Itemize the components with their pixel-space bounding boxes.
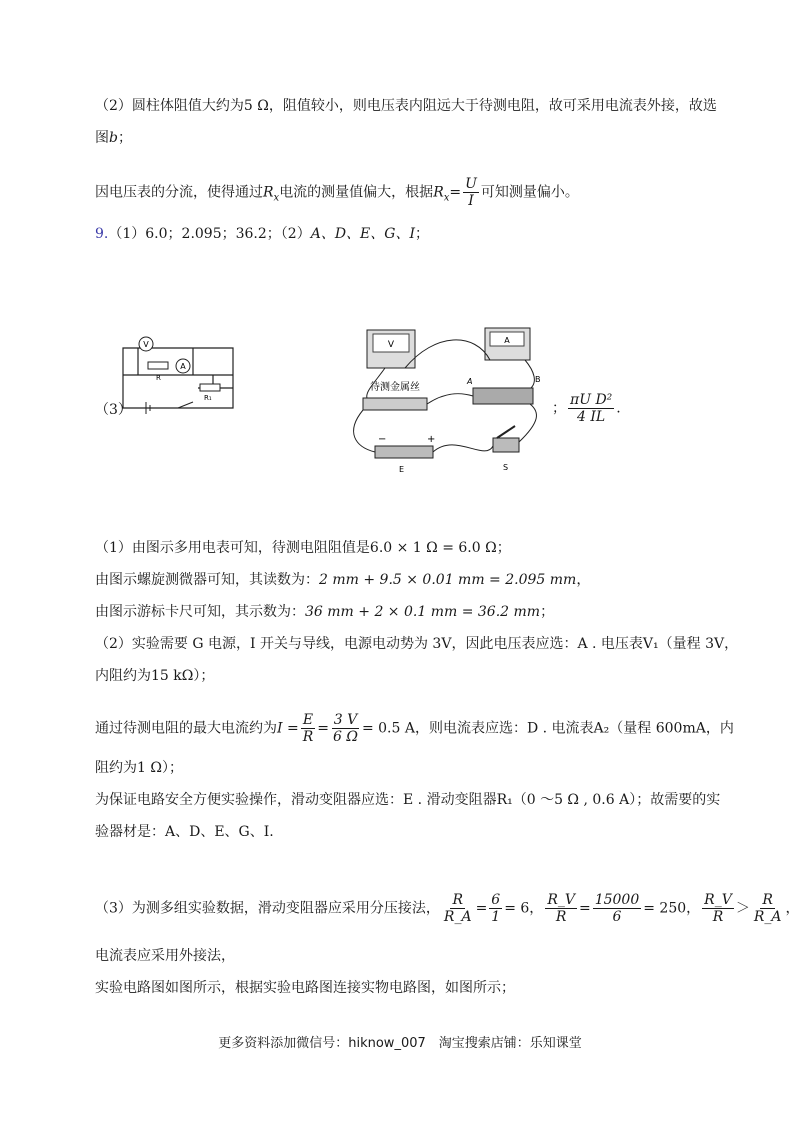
battery-device <box>375 434 435 474</box>
photo-label-s: S <box>503 463 509 472</box>
solution-5: 内阻约为15 kΩ）； <box>95 668 215 684</box>
fraction-r-over-ra-2: $\frac{R}{R\_A}$ <box>753 892 782 925</box>
circuit-label-v: V <box>143 340 149 349</box>
voltmeter-device <box>367 330 415 368</box>
solution-8: 为保证电路安全方便实验操作，滑动变阻器应选：E . 滑动变阻器R₁（0 ～5 Ω , 0.6 A）；故需要的实 <box>95 792 721 808</box>
figure-3-formula: ； $\frac{\text{πU D²}}{4 IL}$ . <box>552 392 621 425</box>
fraction-rv-over-r-2: $\frac{R\_V}{R}$ <box>704 892 732 925</box>
solution-7: 阻约为1 Ω）； <box>95 760 183 776</box>
photo-label-a: A <box>467 377 473 386</box>
fraction-15000-over-6: $\frac{15000}{6}$ <box>594 892 640 925</box>
photo-label-b: B <box>535 375 541 384</box>
voltmeter-symbol <box>139 337 153 351</box>
text-line-3: 因电压表的分流，使得通过$R_x$电流的测量值偏大，根据$R_x=$ $\frac{U}{I}$ 可知测量偏小。 <box>95 176 579 209</box>
solution-2: 由图示螺旋测微器可知，其读数为：2 mm + 9.5 × 0.01 mm = 2.095 mm， <box>95 572 591 588</box>
text-line-1: （2）圆柱体阻值大约为5 Ω，阻值较小，则电压表内阻远大于待测电阻，故可采用电流表外接，故选 <box>95 98 717 114</box>
figure-3-label: （3） <box>95 402 132 418</box>
photo-label-e: E <box>399 465 405 474</box>
switch-symbol <box>178 402 193 408</box>
text-line-2: 图b； <box>95 130 132 146</box>
resistor-symbol <box>148 362 168 369</box>
solution-3: 由图示游标卡尺可知，其示数为：36 mm + 2 × 0.1 mm = 36.2 mm； <box>95 604 555 620</box>
solution-1: （1）由图示多用电表可知，待测电阻阻值是6.0 × 1 Ω = 6.0 Ω； <box>95 540 511 556</box>
photo-label-plus: + <box>427 434 436 445</box>
photo-label-minus: − <box>378 434 387 445</box>
fraction-3v-over-6ohm: $\frac{3 V}{6 \Omega}$ <box>333 712 358 745</box>
solution-11: 电流表应采用外接法， <box>95 948 235 964</box>
circuit-diagram <box>118 330 238 415</box>
fraction-6-over-1: $\frac{6}{1}$ <box>491 892 501 925</box>
apparatus-photo <box>345 322 550 480</box>
solution-10: （3）为测多组实验数据，滑动变阻器应采用分压接法， $\frac{R}{R\_A}$ = $\frac{6}{1}$ = 6， $\frac{R\_V}{R}$ = $\frac{15000}{6}$ = 250， $\frac{R\_V}{R}$ ＞ $\frac{R}{R\_A}$ ， <box>95 892 800 925</box>
fraction-resistivity: $\frac{\text{πU D²}}{4 IL}$ <box>570 392 613 425</box>
solution-6: 通过待测电阻的最大电流约为I = $\frac{E}{R}$ = $\frac{3 V}{6 \Omega}$ = 0.5 A，则电流表应选：D . 电流表A₂（量程 600mA，内 <box>95 712 734 745</box>
photo-label-wire: 待测金属丝 <box>370 382 420 393</box>
rheostat-symbol <box>200 384 220 391</box>
ammeter-symbol <box>176 359 190 373</box>
solution-9: 验器材是：A、D、E、G、I. <box>95 824 274 840</box>
photo-label-vmeter: V <box>387 340 395 350</box>
switch-device <box>493 426 519 472</box>
fraction-r-over-ra: $\frac{R}{R\_A}$ <box>443 892 472 925</box>
photo-label-ameter: A <box>504 336 510 345</box>
circuit-label-a: A <box>180 362 186 371</box>
solution-4: （2）实验需要 G 电源，I 开关与导线，电源电动势为 3V，因此电压表应选：A . 电压表V₁（量程 3V， <box>95 636 739 652</box>
question-9-answer: 9.（1）6.0；2.095；36.2；（2）A、D、E、G、I； <box>95 226 429 242</box>
circuit-label-r: R <box>156 374 161 382</box>
circuit-label-r1: R₁ <box>204 394 212 402</box>
ammeter-device <box>485 328 530 360</box>
fraction-u-over-i: $\frac{U}{I}$ <box>465 176 477 209</box>
page-footer: 更多资料添加微信号：hiknow_007 淘宝搜索店铺：乐知课堂 <box>218 1036 582 1051</box>
fraction-rv-over-r: $\frac{R\_V}{R}$ <box>547 892 575 925</box>
solution-12: 实验电路图如图所示，根据实验电路图连接实物电路图，如图所示； <box>95 980 515 996</box>
rheostat-device <box>466 375 541 404</box>
question-number: 9. <box>95 226 109 242</box>
fraction-e-over-r: $\frac{E}{R}$ <box>302 712 314 745</box>
